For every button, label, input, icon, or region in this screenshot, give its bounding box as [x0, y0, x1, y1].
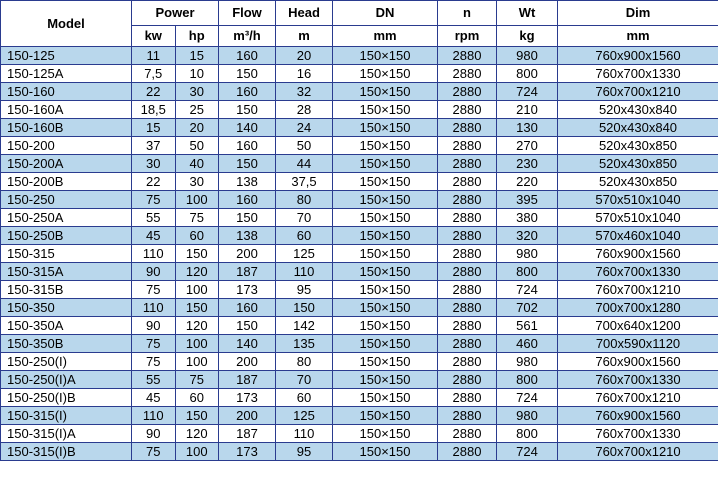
cell-flow: 187 — [219, 425, 276, 443]
cell-power-kw: 90 — [132, 317, 176, 335]
cell-head: 95 — [276, 443, 333, 461]
table-row — [1, 371, 718, 389]
table-row — [1, 281, 718, 299]
cell-dn: 150×150 — [333, 191, 438, 209]
cell-flow: 150 — [219, 65, 276, 83]
cell-dn: 150×150 — [333, 65, 438, 83]
cell-dim: 760x700x1210 — [558, 443, 718, 461]
cell-n: 2880 — [438, 101, 497, 119]
unit-header-n: rpm — [438, 26, 497, 47]
cell-n: 2880 — [438, 263, 497, 281]
cell-power-hp: 120 — [175, 425, 219, 443]
cell-head: 44 — [276, 155, 333, 173]
cell-dn: 150×150 — [333, 245, 438, 263]
cell-flow: 150 — [219, 155, 276, 173]
cell-head: 60 — [276, 227, 333, 245]
unit-header-flow: m³/h — [219, 26, 276, 47]
cell-head: 95 — [276, 281, 333, 299]
cell-model: 150-315(I)B — [1, 443, 132, 461]
cell-dim: 760x700x1330 — [558, 65, 718, 83]
cell-dim: 760x900x1560 — [558, 47, 718, 65]
cell-n: 2880 — [438, 443, 497, 461]
cell-n: 2880 — [438, 335, 497, 353]
cell-power-kw: 55 — [132, 209, 176, 227]
cell-head: 110 — [276, 425, 333, 443]
cell-model: 150-315 — [1, 245, 132, 263]
cell-model: 150-250(I)A — [1, 371, 132, 389]
cell-dn: 150×150 — [333, 119, 438, 137]
cell-model: 150-250A — [1, 209, 132, 227]
cell-flow: 140 — [219, 119, 276, 137]
cell-head: 150 — [276, 299, 333, 317]
cell-power-kw: 75 — [132, 353, 176, 371]
cell-dn: 150×150 — [333, 83, 438, 101]
cell-n: 2880 — [438, 137, 497, 155]
cell-flow: 187 — [219, 371, 276, 389]
cell-wt: 320 — [497, 227, 558, 245]
column-header-power: Power — [132, 1, 219, 26]
cell-dim: 700x700x1280 — [558, 299, 718, 317]
cell-flow: 173 — [219, 443, 276, 461]
cell-power-hp: 40 — [175, 155, 219, 173]
cell-flow: 160 — [219, 299, 276, 317]
cell-head: 142 — [276, 317, 333, 335]
cell-flow: 200 — [219, 353, 276, 371]
cell-wt: 210 — [497, 101, 558, 119]
cell-head: 32 — [276, 83, 333, 101]
cell-model: 150-200A — [1, 155, 132, 173]
cell-dn: 150×150 — [333, 425, 438, 443]
cell-dim: 760x700x1330 — [558, 263, 718, 281]
cell-n: 2880 — [438, 65, 497, 83]
table-row — [1, 299, 718, 317]
cell-power-kw: 75 — [132, 443, 176, 461]
cell-dim: 760x700x1210 — [558, 281, 718, 299]
cell-head: 80 — [276, 191, 333, 209]
cell-flow: 200 — [219, 407, 276, 425]
cell-wt: 724 — [497, 83, 558, 101]
column-header-dim: Dim — [558, 1, 718, 26]
cell-n: 2880 — [438, 425, 497, 443]
cell-wt: 220 — [497, 173, 558, 191]
cell-model: 150-160B — [1, 119, 132, 137]
cell-model: 150-125 — [1, 47, 132, 65]
table-row — [1, 263, 718, 281]
cell-model: 150-250B — [1, 227, 132, 245]
cell-n: 2880 — [438, 317, 497, 335]
cell-dn: 150×150 — [333, 263, 438, 281]
cell-power-kw: 75 — [132, 191, 176, 209]
cell-wt: 980 — [497, 353, 558, 371]
table-header — [1, 1, 718, 47]
cell-dn: 150×150 — [333, 353, 438, 371]
cell-dn: 150×150 — [333, 209, 438, 227]
table-row — [1, 425, 718, 443]
cell-power-hp: 30 — [175, 83, 219, 101]
cell-power-hp: 10 — [175, 65, 219, 83]
unit-header-hp: hp — [175, 26, 219, 47]
cell-power-kw: 7,5 — [132, 65, 176, 83]
cell-wt: 561 — [497, 317, 558, 335]
cell-flow: 200 — [219, 245, 276, 263]
cell-power-hp: 100 — [175, 281, 219, 299]
cell-wt: 980 — [497, 407, 558, 425]
cell-wt: 980 — [497, 47, 558, 65]
unit-header-head: m — [276, 26, 333, 47]
column-header-wt: Wt — [497, 1, 558, 26]
column-header-flow: Flow — [219, 1, 276, 26]
cell-wt: 460 — [497, 335, 558, 353]
table-row — [1, 83, 718, 101]
cell-dim: 520x430x850 — [558, 155, 718, 173]
cell-wt: 724 — [497, 281, 558, 299]
table-row — [1, 155, 718, 173]
cell-power-kw: 75 — [132, 335, 176, 353]
cell-dim: 760x700x1330 — [558, 371, 718, 389]
cell-dim: 570x510x1040 — [558, 191, 718, 209]
table-row — [1, 443, 718, 461]
table-row — [1, 353, 718, 371]
cell-model: 150-350A — [1, 317, 132, 335]
cell-head: 80 — [276, 353, 333, 371]
cell-head: 110 — [276, 263, 333, 281]
table-row — [1, 209, 718, 227]
cell-n: 2880 — [438, 227, 497, 245]
table-row — [1, 245, 718, 263]
cell-dn: 150×150 — [333, 137, 438, 155]
cell-n: 2880 — [438, 47, 497, 65]
cell-model: 150-350 — [1, 299, 132, 317]
cell-head: 60 — [276, 389, 333, 407]
cell-power-hp: 60 — [175, 227, 219, 245]
cell-power-hp: 100 — [175, 443, 219, 461]
column-header-head: Head — [276, 1, 333, 26]
cell-dim: 520x430x850 — [558, 173, 718, 191]
cell-model: 150-250(I) — [1, 353, 132, 371]
table-row — [1, 227, 718, 245]
cell-wt: 395 — [497, 191, 558, 209]
cell-wt: 702 — [497, 299, 558, 317]
cell-flow: 160 — [219, 83, 276, 101]
cell-power-hp: 100 — [175, 353, 219, 371]
cell-model: 150-315B — [1, 281, 132, 299]
table-row — [1, 173, 718, 191]
table-row — [1, 407, 718, 425]
cell-power-kw: 11 — [132, 47, 176, 65]
cell-dn: 150×150 — [333, 47, 438, 65]
cell-wt: 724 — [497, 443, 558, 461]
cell-model: 150-315(I)A — [1, 425, 132, 443]
cell-power-hp: 60 — [175, 389, 219, 407]
table-row — [1, 47, 718, 65]
cell-dim: 760x700x1330 — [558, 425, 718, 443]
cell-power-hp: 120 — [175, 317, 219, 335]
cell-flow: 138 — [219, 227, 276, 245]
cell-power-kw: 30 — [132, 155, 176, 173]
cell-dn: 150×150 — [333, 371, 438, 389]
cell-dn: 150×150 — [333, 155, 438, 173]
cell-model: 150-125A — [1, 65, 132, 83]
cell-dn: 150×150 — [333, 407, 438, 425]
cell-flow: 173 — [219, 281, 276, 299]
cell-n: 2880 — [438, 371, 497, 389]
cell-wt: 800 — [497, 425, 558, 443]
cell-dim: 570x460x1040 — [558, 227, 718, 245]
cell-wt: 130 — [497, 119, 558, 137]
cell-power-kw: 110 — [132, 299, 176, 317]
table-header-group-row — [1, 1, 718, 26]
cell-power-kw: 18,5 — [132, 101, 176, 119]
cell-flow: 138 — [219, 173, 276, 191]
cell-model: 150-315(I) — [1, 407, 132, 425]
cell-dn: 150×150 — [333, 335, 438, 353]
cell-dim: 700x640x1200 — [558, 317, 718, 335]
cell-n: 2880 — [438, 407, 497, 425]
cell-dim: 760x700x1210 — [558, 83, 718, 101]
cell-dim: 760x900x1560 — [558, 353, 718, 371]
table-row — [1, 335, 718, 353]
cell-dn: 150×150 — [333, 101, 438, 119]
cell-head: 50 — [276, 137, 333, 155]
cell-power-kw: 37 — [132, 137, 176, 155]
table-row — [1, 137, 718, 155]
cell-wt: 380 — [497, 209, 558, 227]
cell-n: 2880 — [438, 173, 497, 191]
cell-power-hp: 150 — [175, 245, 219, 263]
cell-power-kw: 110 — [132, 245, 176, 263]
unit-header-dn: mm — [333, 26, 438, 47]
cell-n: 2880 — [438, 353, 497, 371]
cell-power-hp: 120 — [175, 263, 219, 281]
cell-power-hp: 150 — [175, 299, 219, 317]
cell-n: 2880 — [438, 281, 497, 299]
cell-head: 24 — [276, 119, 333, 137]
cell-power-hp: 30 — [175, 173, 219, 191]
cell-model: 150-200B — [1, 173, 132, 191]
cell-dim: 760x900x1560 — [558, 407, 718, 425]
column-header-model: Model — [1, 1, 132, 47]
column-header-n: n — [438, 1, 497, 26]
cell-wt: 800 — [497, 371, 558, 389]
cell-flow: 173 — [219, 389, 276, 407]
cell-head: 70 — [276, 209, 333, 227]
cell-power-kw: 55 — [132, 371, 176, 389]
cell-power-hp: 15 — [175, 47, 219, 65]
cell-n: 2880 — [438, 119, 497, 137]
cell-n: 2880 — [438, 299, 497, 317]
cell-dim: 700x590x1120 — [558, 335, 718, 353]
cell-wt: 270 — [497, 137, 558, 155]
cell-flow: 150 — [219, 317, 276, 335]
cell-flow: 150 — [219, 101, 276, 119]
table-body — [1, 47, 718, 461]
cell-dn: 150×150 — [333, 227, 438, 245]
cell-dim: 760x900x1560 — [558, 245, 718, 263]
cell-head: 125 — [276, 407, 333, 425]
cell-dn: 150×150 — [333, 317, 438, 335]
table-row — [1, 191, 718, 209]
column-header-dn: DN — [333, 1, 438, 26]
cell-model: 150-160A — [1, 101, 132, 119]
cell-dn: 150×150 — [333, 299, 438, 317]
cell-power-kw: 22 — [132, 173, 176, 191]
unit-header-kw: kw — [132, 26, 176, 47]
cell-power-hp: 150 — [175, 407, 219, 425]
cell-power-hp: 20 — [175, 119, 219, 137]
cell-wt: 980 — [497, 245, 558, 263]
cell-power-hp: 100 — [175, 191, 219, 209]
cell-flow: 160 — [219, 191, 276, 209]
cell-flow: 187 — [219, 263, 276, 281]
cell-model: 150-160 — [1, 83, 132, 101]
cell-model: 150-315A — [1, 263, 132, 281]
cell-power-hp: 50 — [175, 137, 219, 155]
table-row — [1, 389, 718, 407]
cell-n: 2880 — [438, 191, 497, 209]
cell-dim: 520x430x840 — [558, 101, 718, 119]
cell-dim: 520x430x850 — [558, 137, 718, 155]
cell-power-kw: 75 — [132, 281, 176, 299]
cell-head: 20 — [276, 47, 333, 65]
cell-power-kw: 90 — [132, 263, 176, 281]
cell-dn: 150×150 — [333, 443, 438, 461]
cell-model: 150-350B — [1, 335, 132, 353]
cell-head: 16 — [276, 65, 333, 83]
table-row — [1, 317, 718, 335]
cell-n: 2880 — [438, 155, 497, 173]
cell-power-hp: 75 — [175, 209, 219, 227]
table-row — [1, 101, 718, 119]
cell-power-kw: 15 — [132, 119, 176, 137]
cell-wt: 230 — [497, 155, 558, 173]
cell-n: 2880 — [438, 245, 497, 263]
table-row — [1, 65, 718, 83]
cell-power-kw: 90 — [132, 425, 176, 443]
cell-model: 150-200 — [1, 137, 132, 155]
unit-header-dim: mm — [558, 26, 718, 47]
cell-flow: 150 — [219, 209, 276, 227]
cell-head: 28 — [276, 101, 333, 119]
cell-dn: 150×150 — [333, 389, 438, 407]
cell-flow: 160 — [219, 137, 276, 155]
cell-dn: 150×150 — [333, 173, 438, 191]
cell-wt: 724 — [497, 389, 558, 407]
cell-head: 70 — [276, 371, 333, 389]
cell-power-kw: 45 — [132, 227, 176, 245]
cell-dim: 570x510x1040 — [558, 209, 718, 227]
cell-model: 150-250 — [1, 191, 132, 209]
cell-dim: 520x430x840 — [558, 119, 718, 137]
cell-power-hp: 100 — [175, 335, 219, 353]
table-row — [1, 119, 718, 137]
cell-dim: 760x700x1210 — [558, 389, 718, 407]
cell-power-hp: 75 — [175, 371, 219, 389]
unit-header-wt: kg — [497, 26, 558, 47]
cell-n: 2880 — [438, 83, 497, 101]
cell-head: 37,5 — [276, 173, 333, 191]
cell-wt: 800 — [497, 263, 558, 281]
cell-dn: 150×150 — [333, 281, 438, 299]
cell-wt: 800 — [497, 65, 558, 83]
cell-n: 2880 — [438, 209, 497, 227]
cell-head: 125 — [276, 245, 333, 263]
cell-power-kw: 22 — [132, 83, 176, 101]
cell-flow: 140 — [219, 335, 276, 353]
cell-model: 150-250(I)B — [1, 389, 132, 407]
cell-power-hp: 25 — [175, 101, 219, 119]
cell-flow: 160 — [219, 47, 276, 65]
cell-n: 2880 — [438, 389, 497, 407]
cell-power-kw: 110 — [132, 407, 176, 425]
cell-head: 135 — [276, 335, 333, 353]
cell-power-kw: 45 — [132, 389, 176, 407]
